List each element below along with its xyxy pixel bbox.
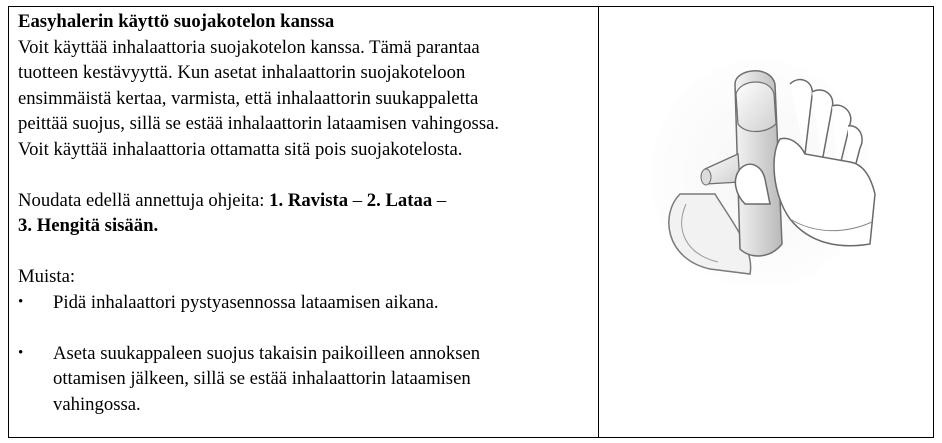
list-item-text: Aseta suukappaleen suojus takaisin paikoilleen annoksen	[53, 342, 481, 364]
heading: Easyhalerin käyttö suojakotelon kanssa	[18, 11, 335, 32]
list-item-text: Pidä inhalaattori pystyasennossa lataamisen aikana.	[53, 291, 439, 313]
reminder-list	[18, 290, 590, 418]
inhaler-cap	[736, 82, 776, 132]
intro-line: tuotteen kestävyyttä. Kun asetat inhalaattorin suojakoteloon	[18, 62, 466, 83]
list-item-text: ottamisen jälkeen, sillä se estää inhalaattorin lataamisen	[53, 368, 471, 389]
list-item	[18, 290, 590, 316]
intro-line: Voit käyttää inhalaattoria ottamatta sitä pois suojakotelosta.	[18, 138, 463, 160]
bullet-icon: •	[18, 344, 24, 361]
intro-line: ensimmäistä kertaa, varmista, että inhalaattorin suukappaletta	[18, 87, 479, 109]
step-inhale: 3. Hengitä sisään.	[18, 215, 159, 236]
step-load: 2. Lataa	[366, 189, 433, 211]
inhaler-in-hand-illustration	[640, 44, 880, 284]
instructions-prefix: Noudata edellä annettuja ohjeita:	[18, 189, 270, 211]
intro-line: Voit käyttää inhalaattoria suojakotelon kanssa. Tämä parantaa	[18, 36, 480, 58]
list-item-text: vahingossa.	[53, 393, 141, 415]
text-cell	[18, 9, 590, 417]
mouthpiece-opening	[701, 169, 711, 185]
intro-line: peittää suojus, sillä se estää inhalaattorin lataamisen vahingossa.	[18, 113, 500, 134]
instructions-line-1	[18, 188, 590, 214]
list-item	[18, 341, 590, 418]
bullet-icon: •	[18, 293, 24, 310]
step-separator: –	[432, 189, 447, 211]
step-separator: –	[348, 189, 367, 211]
step-shake: 1. Ravista	[269, 189, 349, 211]
remember-label: Muista:	[18, 266, 76, 287]
column-divider	[598, 7, 599, 437]
